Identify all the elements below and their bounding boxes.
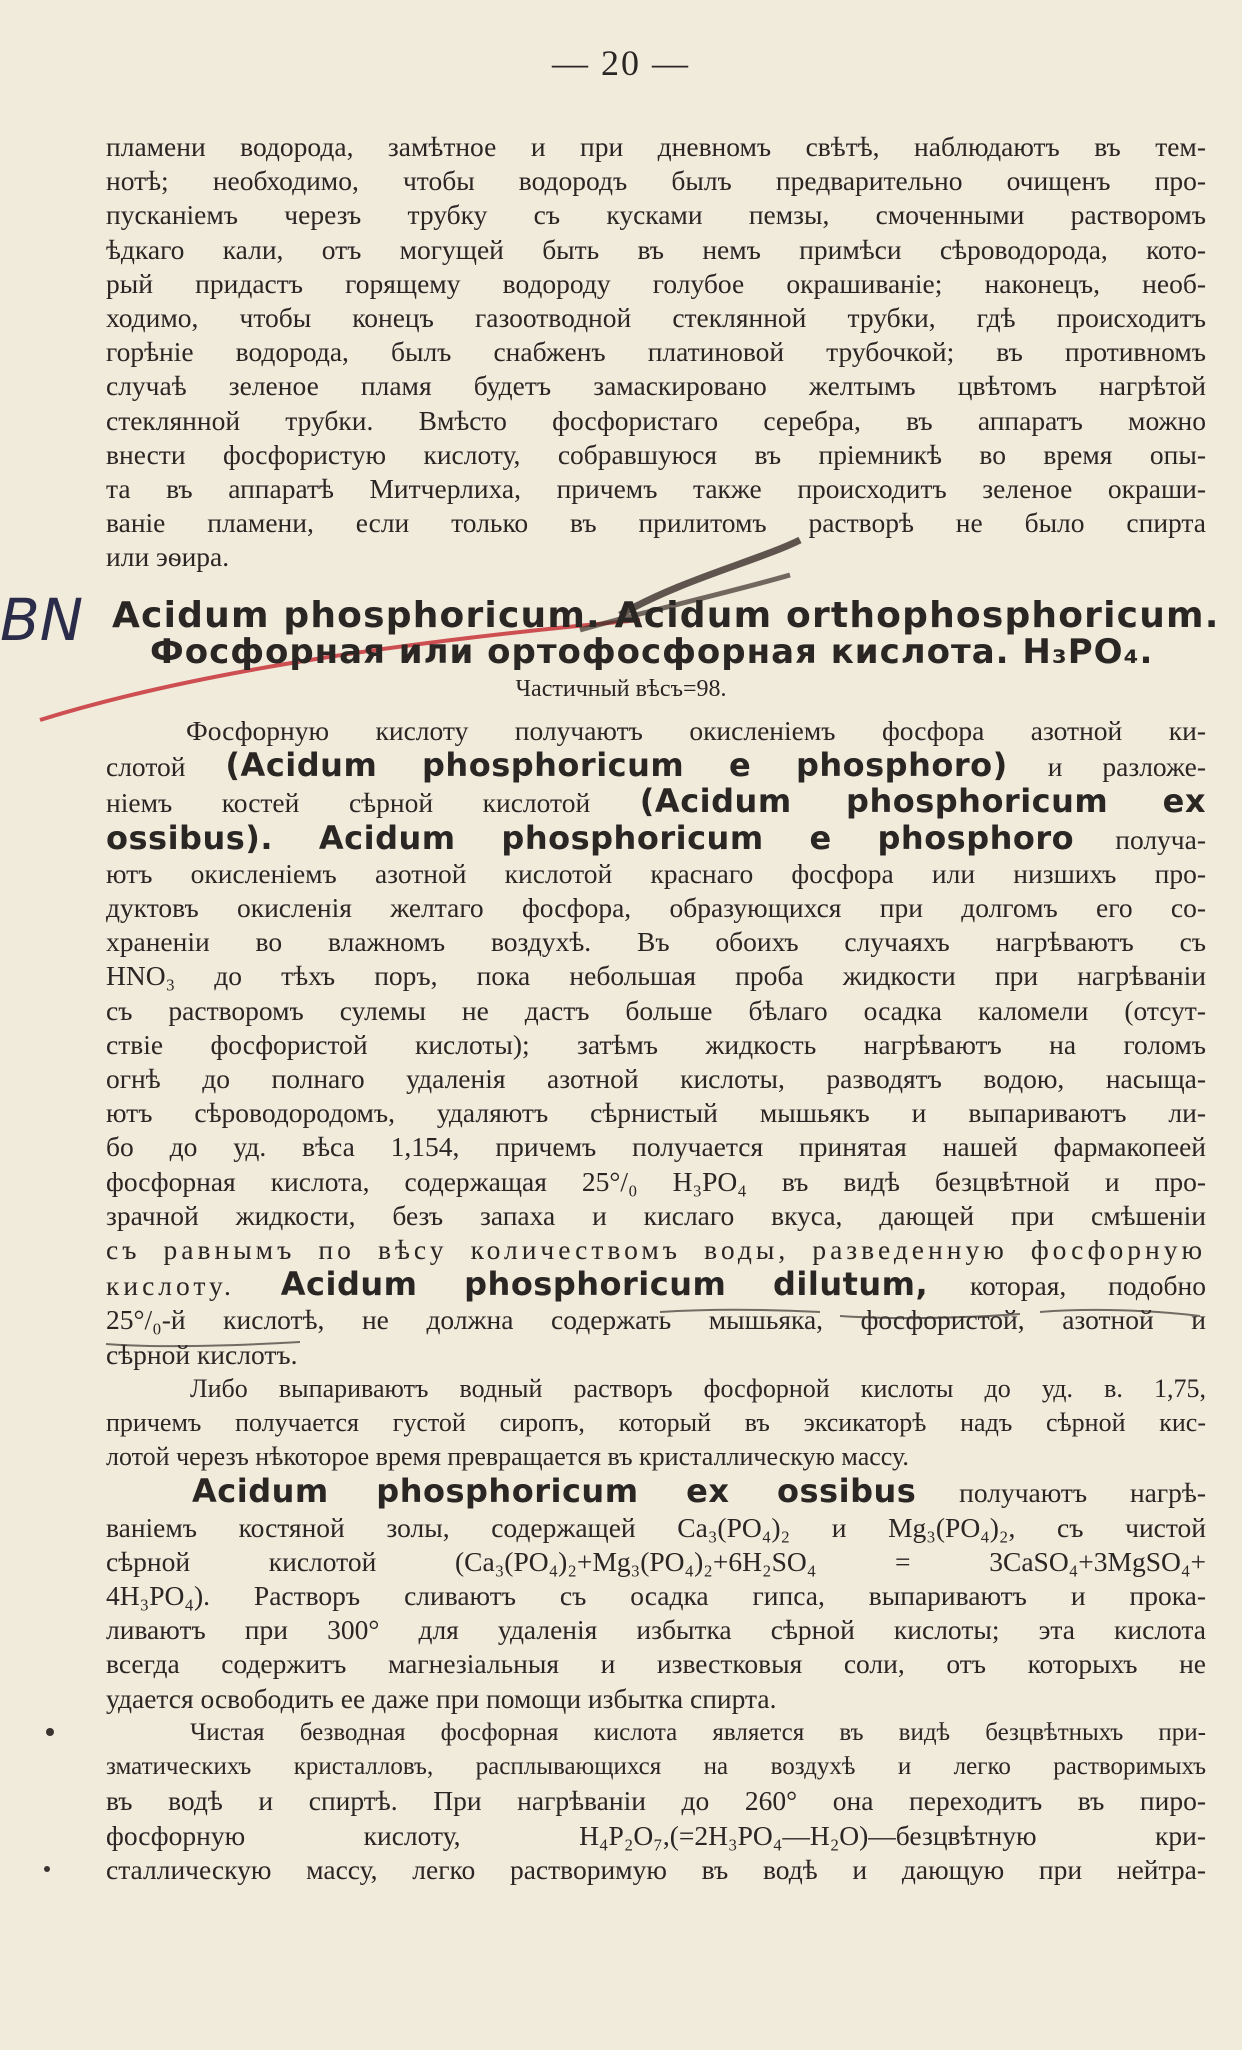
text-line: ніемъ костей сѣрной кислотой (Acidum phosphoricum ex	[106, 784, 1206, 821]
text-line: сталлическую массу, легко растворимую въ водѣ и дающую при нейтра-	[106, 1853, 1206, 1885]
text-line: всегда содержитъ магнезіальныя и известковыя соли, отъ которыхъ не	[106, 1648, 1206, 1680]
text-line: дуктовъ окисленія желтаго фосфора, образующихся при долгомъ его со-	[106, 892, 1206, 924]
text-line: бо до уд. вѣса 1,154, причемъ получается принятая нашей фармакопеей	[106, 1131, 1206, 1163]
text-line: кислоту. Acidum phosphoricum dilutum, которая, подобно	[106, 1267, 1206, 1304]
page-number: — 20 —	[552, 43, 690, 83]
text-line: ossibus). Acidum phosphoricum e phosphoro получа-	[106, 820, 1206, 857]
text-line: пламени водорода, замѣтное и при дневномъ свѣтѣ, наблюдаютъ въ тем-	[106, 131, 1206, 162]
ink-speck	[46, 1728, 54, 1736]
text-line: ходимо, чтобы конецъ газоотводной стеклянной трубки, гдѣ происходитъ	[106, 302, 1206, 334]
text-line: ютъ сѣроводородомъ, удаляютъ сѣрнистый мышьякъ и выпариваютъ ли-	[106, 1097, 1206, 1129]
text-line: въ водѣ и спиртѣ. При нагрѣваніи до 260° она переходитъ въ пиро-	[106, 1785, 1206, 1817]
text-line: зматическихъ кристалловъ, расплывающихся на воздухѣ и легко растворимыхъ	[106, 1753, 1206, 1781]
text-line: рый придастъ горящему водороду голубое окрашиваніе; наконецъ, необ-	[106, 267, 1206, 299]
text-line: зрачной жидкости, безъ запаха и кислаго вкуса, дающей при смѣшеніи	[106, 1199, 1206, 1231]
margin-mark-text: ВN	[0, 586, 84, 654]
text-line: лотой черезъ нѣкоторое время превращается въ кристаллическую массу.	[106, 1442, 909, 1472]
text-line: съ растворомъ сулемы не дастъ больше бѣлаго осадка каломели (отсут-	[106, 994, 1206, 1026]
text-line: внести фосфористую кислоту, собравшуюся въ пріемникѣ во время опы-	[106, 438, 1206, 470]
text-line: ютъ окисленіемъ азотной кислотой краснаго фосфора или низшихъ про-	[106, 857, 1206, 889]
text-line: Либо выпариваютъ водный растворъ фосфорной кислоты до уд. в. 1,75,	[190, 1373, 1206, 1403]
molecular-weight: Частичный вѣсъ=98.	[515, 676, 727, 702]
paragraph-phosphoric-acid	[106, 714, 1206, 1887]
text-line: HNO₃ до тѣхъ поръ, пока небольшая проба жидкости при нагрѣваніи	[106, 960, 1206, 992]
margin-handwritten-mark	[0, 586, 83, 654]
text-line: ваніе пламени, если только въ прилитомъ растворѣ не было спирта	[106, 507, 1206, 539]
text-line: Фосфорную кислоту получаютъ окисленіемъ фосфора азотной ки-	[186, 715, 1206, 746]
text-line: или эѳира.	[106, 541, 230, 573]
text-line: та въ аппаратѣ Митчерлиха, причемъ также происходитъ зеленое окраши-	[106, 473, 1206, 505]
section-heading-latin: Acidum phosphoricum. Acidum orthophosphoricum.	[112, 595, 1220, 636]
text-line: сѣрной кислотъ.	[106, 1338, 298, 1370]
text-line: слотой (Acidum phosphoricum e phosphoro) и разложе-	[106, 748, 1206, 785]
text-line: сѣрной кислотой (Ca₃(PO₄)₂+Mg₃(PO₄)₂+6H₂SO₄ = 3CaSO₄+3MgSO₄+	[106, 1545, 1206, 1577]
text-line: огнѣ до полнаго удаленія азотной кислоты, разводятъ водою, насыща-	[106, 1063, 1206, 1095]
text-line: случаѣ зеленое пламя будетъ замаскировано желтымъ цвѣтомъ нагрѣтой	[106, 370, 1206, 402]
section-heading-russian: Фосфорная или ортофосфорная кислота. H₃PO₄.	[150, 632, 1154, 672]
text-line: горѣніе водорода, былъ снабженъ платиновой трубочкой; въ противномъ	[106, 336, 1206, 368]
text-line: ствіе фосфористой кислоты); затѣмъ жидкость нагрѣваютъ на голомъ	[106, 1028, 1206, 1060]
text-line: причемъ получается густой сиропъ, который въ эксикаторѣ надъ сѣрной кис-	[106, 1408, 1206, 1438]
text-line: пусканіемъ черезъ трубку съ кусками пемзы, смоченными растворомъ	[106, 199, 1206, 231]
ink-speck	[44, 1866, 50, 1872]
text-line: фосфорная кислота, содержащая 25°/₀ H₃PO₄ въ видѣ безцвѣтной и про-	[106, 1165, 1206, 1197]
text-line: удается освободить ее даже при помощи избытка спирта.	[106, 1682, 777, 1714]
text-line: съ равнымъ по вѣсу количествомъ воды, разведенную фосфорную	[106, 1234, 1206, 1266]
text-line: храненіи во влажномъ воздухѣ. Въ обоихъ случаяхъ нагрѣваютъ съ	[106, 926, 1206, 958]
text-line: Acidum phosphoricum ex ossibus получаютъ нагрѣ-	[192, 1474, 1206, 1511]
text-line: фосфорную кислоту, H₄P₂O₇,(=2H₃PO₄—H₂O)—безцвѣтную кри-	[106, 1819, 1206, 1851]
text-line: Чистая безводная фосфорная кислота является въ видѣ безцвѣтныхъ при-	[190, 1718, 1206, 1746]
paragraph-flame-test	[106, 130, 1206, 575]
text-line: ѣдкаго кали, отъ могущей быть въ немъ примѣси сѣроводорода, кото-	[106, 233, 1206, 265]
text-line: стеклянной трубки. Вмѣсто фосфористаго серебра, въ аппаратъ можно	[106, 404, 1206, 436]
text-line: нотѣ; необходимо, чтобы водородъ былъ предварительно очищенъ про-	[106, 165, 1206, 197]
text-line: ливаютъ при 300° для удаленія избытка сѣрной кислоты; эта кислота	[106, 1614, 1206, 1646]
text-line: 25°/₀-й кислотѣ, не должна содержать мышьяка, фосфористой, азотной и	[106, 1304, 1206, 1336]
text-line: ваніемъ костяной золы, содержащей Ca₃(PO₄)₂ и Mg₃(PO₄)₂, съ чистой	[106, 1511, 1206, 1543]
text-line: 4H₃PO₄). Растворъ сливаютъ съ осадка гипса, выпариваютъ и прока-	[106, 1580, 1206, 1612]
